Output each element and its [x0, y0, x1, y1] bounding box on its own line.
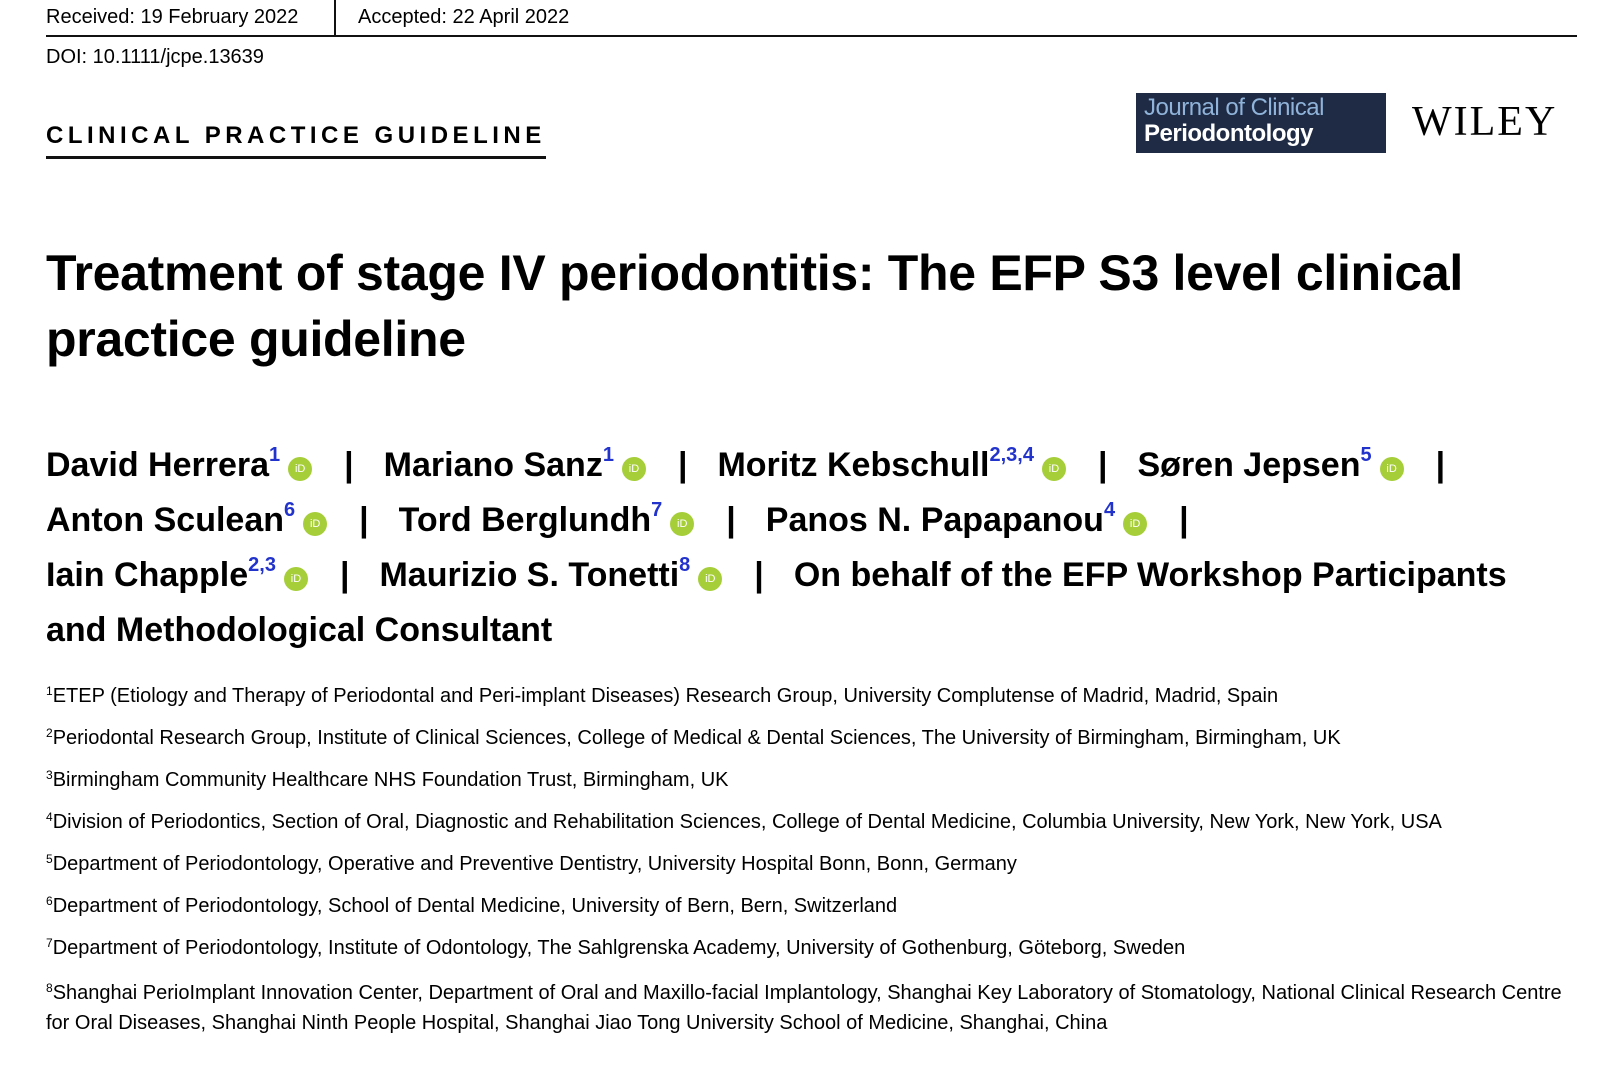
orcid-icon[interactable]: iD	[284, 567, 308, 591]
affiliation	[46, 768, 1576, 793]
affiliation-ref[interactable]: 6	[284, 499, 296, 521]
journal-logo[interactable]	[1136, 93, 1386, 153]
author-separator: |	[1435, 446, 1446, 484]
author-name[interactable]: Maurizio S. Tonetti	[379, 556, 680, 594]
affiliation-number: 6	[46, 894, 53, 908]
affiliation-number: 5	[46, 852, 53, 866]
author	[1138, 446, 1404, 484]
author-separator: |	[1179, 501, 1189, 539]
orcid-icon[interactable]: iD	[303, 512, 327, 536]
affiliation	[46, 852, 1576, 877]
affiliation-text: Periodontal Research Group, Institute of Clinical Sciences, College of Medical & Dental Sciences, The University of Birmingham, Birmingham, UK	[52, 727, 1341, 749]
author	[766, 501, 1147, 539]
orcid-icon[interactable]: iD	[698, 567, 722, 591]
author-name[interactable]: Søren Jepsen	[1137, 446, 1361, 484]
author	[46, 446, 312, 484]
article-title: Treatment of stage IV periodontitis: The EFP S3 level clinical practice guideline	[46, 245, 1463, 367]
publisher-logo[interactable]: WILEY	[1412, 99, 1558, 145]
author-name[interactable]: Anton Sculean	[46, 501, 285, 539]
affiliation-number: 7	[46, 936, 53, 950]
orcid-icon[interactable]: iD	[1380, 457, 1404, 481]
affiliation	[46, 978, 1576, 1038]
author-name[interactable]: Panos N. Papapanou	[765, 501, 1104, 539]
author-name[interactable]: Iain Chapple	[46, 556, 249, 594]
author-separator: |	[339, 556, 350, 594]
affiliation-ref[interactable]: 7	[651, 499, 663, 521]
author	[384, 446, 646, 484]
affiliation	[46, 684, 1576, 709]
author-name[interactable]: David Herrera	[46, 446, 270, 484]
orcid-icon[interactable]: iD	[288, 457, 312, 481]
affiliation-ref[interactable]: 8	[679, 554, 691, 576]
affiliation-number: 1	[46, 684, 53, 698]
affiliation-text: ETEP (Etiology and Therapy of Periodontal and Peri-implant Diseases) Research Group, University Complutense of Madrid, Madrid, Spain	[52, 685, 1279, 707]
affiliation-ref[interactable]: 2,3	[248, 554, 276, 576]
author-name[interactable]: Mariano Sanz	[383, 446, 603, 484]
affiliation-ref[interactable]: 5	[1360, 444, 1372, 466]
affiliation-number: 8	[46, 981, 53, 995]
group-author: On behalf of the EFP Workshop Participants and Methodological Consultant	[46, 556, 1507, 649]
received-date: Received: 19 February 2022	[46, 6, 299, 28]
header-divider	[334, 0, 336, 36]
affiliation-ref[interactable]: 4	[1103, 499, 1116, 521]
journal-logo-line1: Journal of Clinical	[1144, 94, 1324, 121]
affiliation-text: Department of Periodontology, School of Dental Medicine, University of Bern, Bern, Switzerland	[52, 895, 898, 917]
author	[717, 446, 1066, 484]
accepted-date: Accepted: 22 April 2022	[358, 6, 570, 28]
orcid-icon[interactable]: iD	[670, 512, 694, 536]
affiliation-text: Department of Periodontology, Operative and Preventive Dentistry, University Hospital Bonn, Bonn, Germany	[52, 853, 1017, 875]
author	[379, 556, 722, 594]
affiliation-text: Shanghai PerioImplant Innovation Center, Department of Oral and Maxillo-facial Implantology, Shanghai Key Laboratory of Stomatology, National Clinical Research Centre for Oral Diseases, Shanghai Ninth People Hospital, Shanghai Jiao Tong University School of Medicine, Shanghai, China	[46, 982, 1562, 1034]
journal-logo-line2: Periodontology	[1144, 120, 1313, 147]
affiliation	[46, 894, 1576, 919]
affiliation-list	[46, 684, 1576, 1038]
affiliation-text: Department of Periodontology, Institute of Odontology, The Sahlgrenska Academy, University of Gothenburg, Göteborg, Sweden	[52, 937, 1186, 959]
affiliation	[46, 726, 1576, 751]
author-list	[46, 438, 1576, 658]
article-type-label: CLINICAL PRACTICE GUIDELINE	[46, 122, 546, 159]
affiliation-number: 3	[46, 768, 53, 782]
affiliation-text: Birmingham Community Healthcare NHS Foundation Trust, Birmingham, UK	[52, 769, 729, 791]
orcid-icon[interactable]: iD	[1042, 457, 1066, 481]
author-name[interactable]: Moritz Kebschull	[717, 446, 990, 484]
author-separator: |	[1097, 446, 1108, 484]
affiliation-ref[interactable]: 1	[269, 444, 281, 466]
orcid-icon[interactable]: iD	[622, 457, 646, 481]
affiliation-ref[interactable]: 1	[602, 444, 614, 466]
article-header-bar	[46, 0, 1577, 37]
affiliation-number: 2	[46, 726, 53, 740]
doi[interactable]: DOI: 10.1111/jcpe.13639	[46, 46, 264, 68]
author	[399, 501, 695, 539]
author-separator: |	[344, 446, 354, 484]
author-separator: |	[754, 556, 764, 594]
affiliation-ref[interactable]: 2,3,4	[989, 444, 1034, 466]
affiliation-number: 4	[46, 810, 53, 824]
orcid-icon[interactable]: iD	[1123, 512, 1147, 536]
author-name[interactable]: Tord Berglundh	[398, 501, 652, 539]
author-separator: |	[726, 501, 736, 539]
author-separator: |	[359, 501, 369, 539]
author-separator: |	[677, 446, 688, 484]
affiliation	[46, 810, 1576, 835]
author	[46, 501, 327, 539]
affiliation-text: Division of Periodontics, Section of Oral, Diagnostic and Rehabilitation Sciences, College of Dental Medicine, Columbia University, New York, New York, USA	[52, 811, 1442, 833]
affiliation	[46, 936, 1576, 961]
author	[46, 556, 308, 594]
